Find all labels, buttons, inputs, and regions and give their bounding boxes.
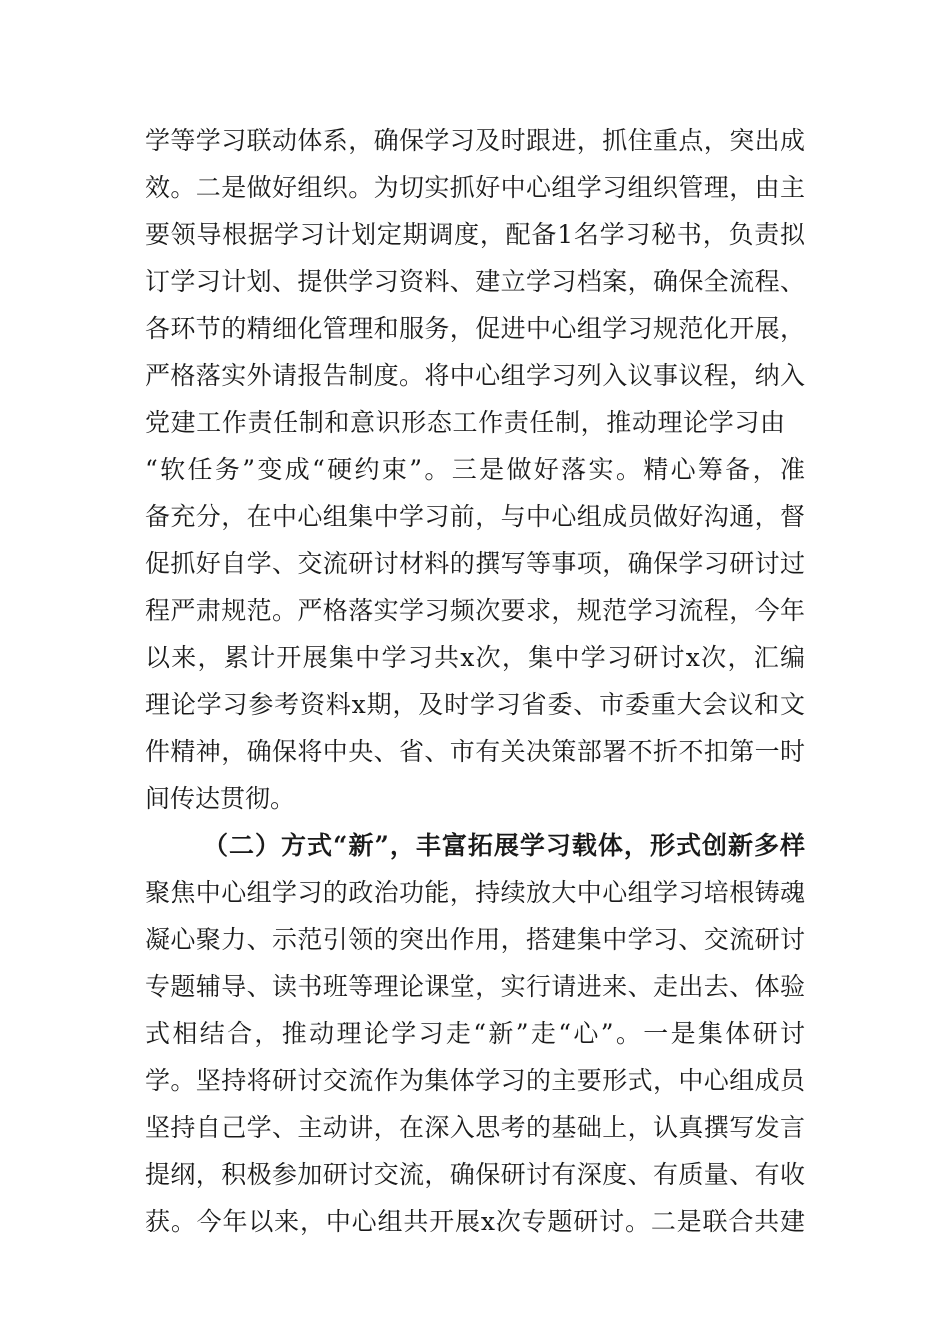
- body-line: 凝心聚力、示范引领的突出作用，搭建集中学习、交流研讨: [145, 925, 805, 954]
- body-line: 学。坚持将研讨交流作为集体学习的主要形式，中心组成员: [145, 1066, 805, 1095]
- body-line: 严格落实外请报告制度。将中心组学习列入议事议程，纳入: [145, 361, 805, 390]
- body-line: 式相结合，推动理论学习走“新”走“心”。一是集体研讨: [145, 1019, 805, 1048]
- body-line: 效。二是做好组织。为切实抓好中心组学习组织管理，由主: [145, 173, 805, 202]
- body-line: 备充分，在中心组集中学习前，与中心组成员做好沟通，督: [145, 502, 805, 531]
- body-line: 各环节的精细化管理和服务，促进中心组学习规范化开展，: [145, 314, 805, 343]
- section-heading: （二）方式“新”，丰富拓展学习载体，形式创新多样: [203, 831, 805, 860]
- body-line: 以来，累计开展集中学习共x次，集中学习研讨x次，汇编: [145, 643, 805, 672]
- body-line: 间传达贯彻。: [145, 784, 296, 813]
- body-line: 促抓好自学、交流研讨材料的撰写等事项，确保学习研讨过: [145, 549, 805, 578]
- body-line: 理论学习参考资料x期，及时学习省委、市委重大会议和文: [145, 690, 805, 719]
- body-line: 党建工作责任制和意识形态工作责任制，推动理论学习由: [145, 408, 785, 437]
- body-line: 聚焦中心组学习的政治功能，持续放大中心组学习培根铸魂: [145, 878, 805, 907]
- body-line: 坚持自己学、主动讲，在深入思考的基础上，认真撰写发言: [145, 1113, 805, 1142]
- document-body: [145, 0, 815, 1344]
- body-line: 件精神，确保将中央、省、市有关决策部署不折不扣第一时: [145, 737, 805, 766]
- body-line: 提纲，积极参加研讨交流，确保研讨有深度、有质量、有收: [145, 1160, 805, 1189]
- body-line: 获。今年以来，中心组共开展x次专题研讨。二是联合共建: [145, 1207, 805, 1236]
- body-line: 要领导根据学习计划定期调度，配备1名学习秘书，负责拟: [145, 220, 805, 249]
- body-line: 专题辅导、读书班等理论课堂，实行请进来、走出去、体验: [145, 972, 805, 1001]
- body-line: 订学习计划、提供学习资料、建立学习档案，确保全流程、: [145, 267, 805, 296]
- body-line: 程严肃规范。严格落实学习频次要求，规范学习流程，今年: [145, 596, 805, 625]
- body-line: “软任务”变成“硬约束”。三是做好落实。精心筹备，准: [145, 455, 805, 484]
- body-line: 学等学习联动体系，确保学习及时跟进，抓住重点，突出成: [145, 126, 805, 155]
